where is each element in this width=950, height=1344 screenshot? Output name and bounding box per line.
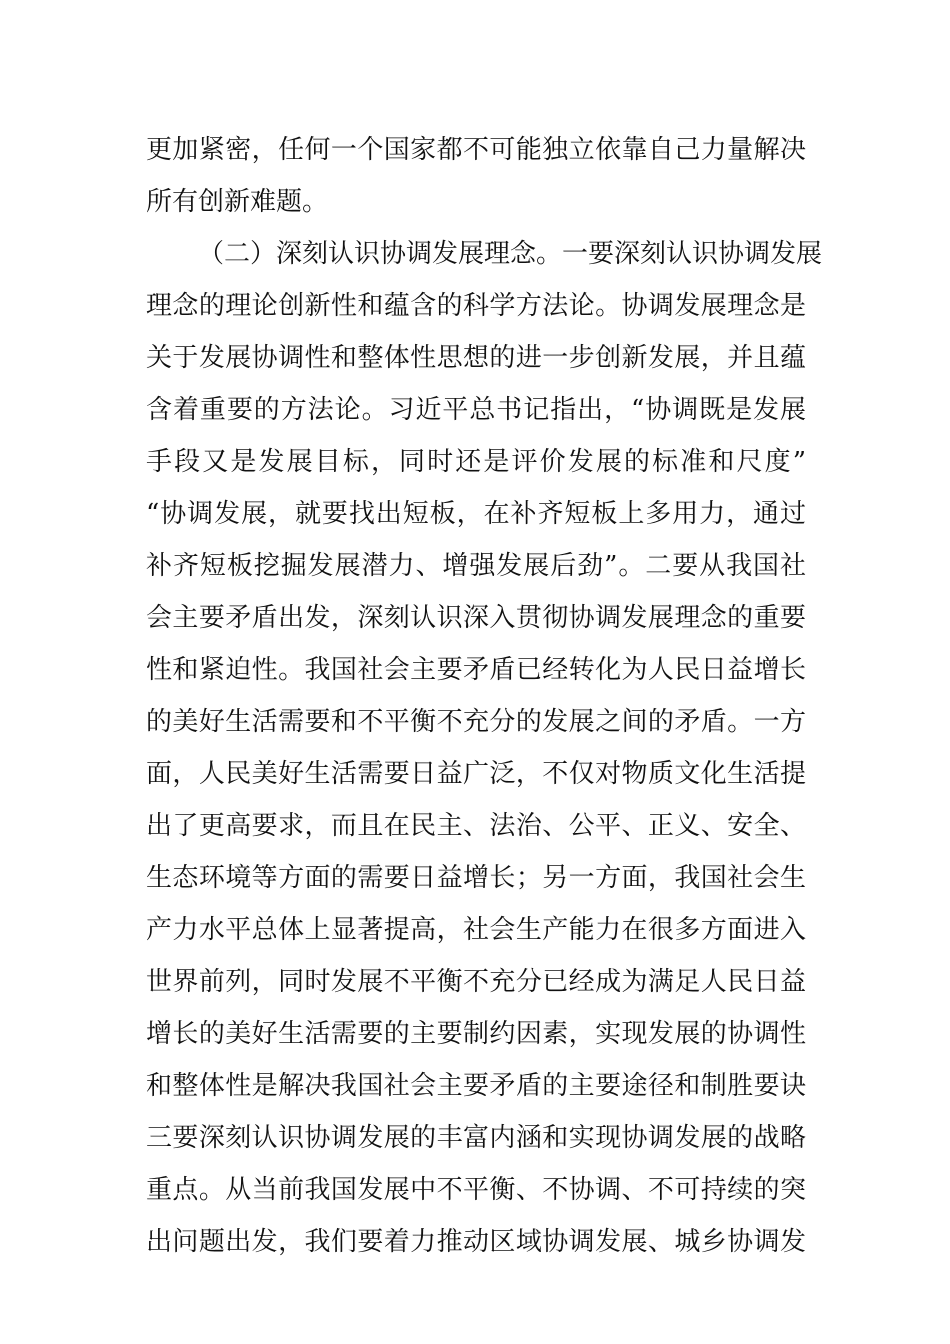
text-line: 补齐短板挖掘发展潜力、增强发展后劲”。二要从我国社 bbox=[146, 551, 806, 581]
text-line: 面，人民美好生活需要日益广泛，不仅对物质文化生活提 bbox=[146, 759, 806, 789]
text-line: 关于发展协调性和整体性思想的进一步创新发展，并且蕴 bbox=[146, 343, 806, 373]
text-line: 和整体性是解决我国社会主要矛盾的主要途径和制胜要诀 bbox=[146, 1071, 806, 1101]
text-line: 出问题出发，我们要着力推动区域协调发展、城乡协调发 bbox=[146, 1227, 806, 1257]
text-line: 理念的理论创新性和蕴含的科学方法论。协调发展理念是 bbox=[146, 291, 806, 321]
text-line: 所有创新难题。 bbox=[146, 187, 329, 217]
text-line: （二）深刻认识协调发展理念。一要深刻认识协调发展 bbox=[198, 239, 823, 269]
text-line: 世界前列，同时发展不平衡不充分已经成为满足人民日益 bbox=[146, 967, 806, 997]
text-line: 增长的美好生活需要的主要制约因素，实现发展的协调性 bbox=[146, 1019, 806, 1049]
text-line: 三要深刻认识协调发展的丰富内涵和实现协调发展的战略 bbox=[146, 1123, 806, 1153]
text-line: 含着重要的方法论。习近平总书记指出，“协调既是发展 bbox=[146, 395, 806, 425]
text-line: 出了更高要求，而且在民主、法治、公平、正义、安全、 bbox=[146, 811, 806, 841]
text-line: “协调发展，就要找出短板，在补齐短板上多用力，通过 bbox=[146, 499, 806, 529]
text-line: 重点。从当前我国发展中不平衡、不协调、不可持续的突 bbox=[146, 1175, 806, 1205]
text-line: 会主要矛盾出发，深刻认识深入贯彻协调发展理念的重要 bbox=[146, 603, 806, 633]
text-line: 的美好生活需要和不平衡不充分的发展之间的矛盾。一方 bbox=[146, 707, 806, 737]
text-line: 产力水平总体上显著提高，社会生产能力在很多方面进入 bbox=[146, 915, 806, 945]
text-line: 生态环境等方面的需要日益增长；另一方面，我国社会生 bbox=[146, 863, 806, 893]
text-line: 性和紧迫性。我国社会主要矛盾已经转化为人民日益增长 bbox=[146, 655, 806, 685]
text-line: 手段又是发展目标，同时还是评价发展的标准和尺度” bbox=[146, 447, 806, 477]
text-line: 更加紧密，任何一个国家都不可能独立依靠自己力量解决 bbox=[146, 135, 806, 165]
body-text bbox=[146, 124, 823, 1268]
